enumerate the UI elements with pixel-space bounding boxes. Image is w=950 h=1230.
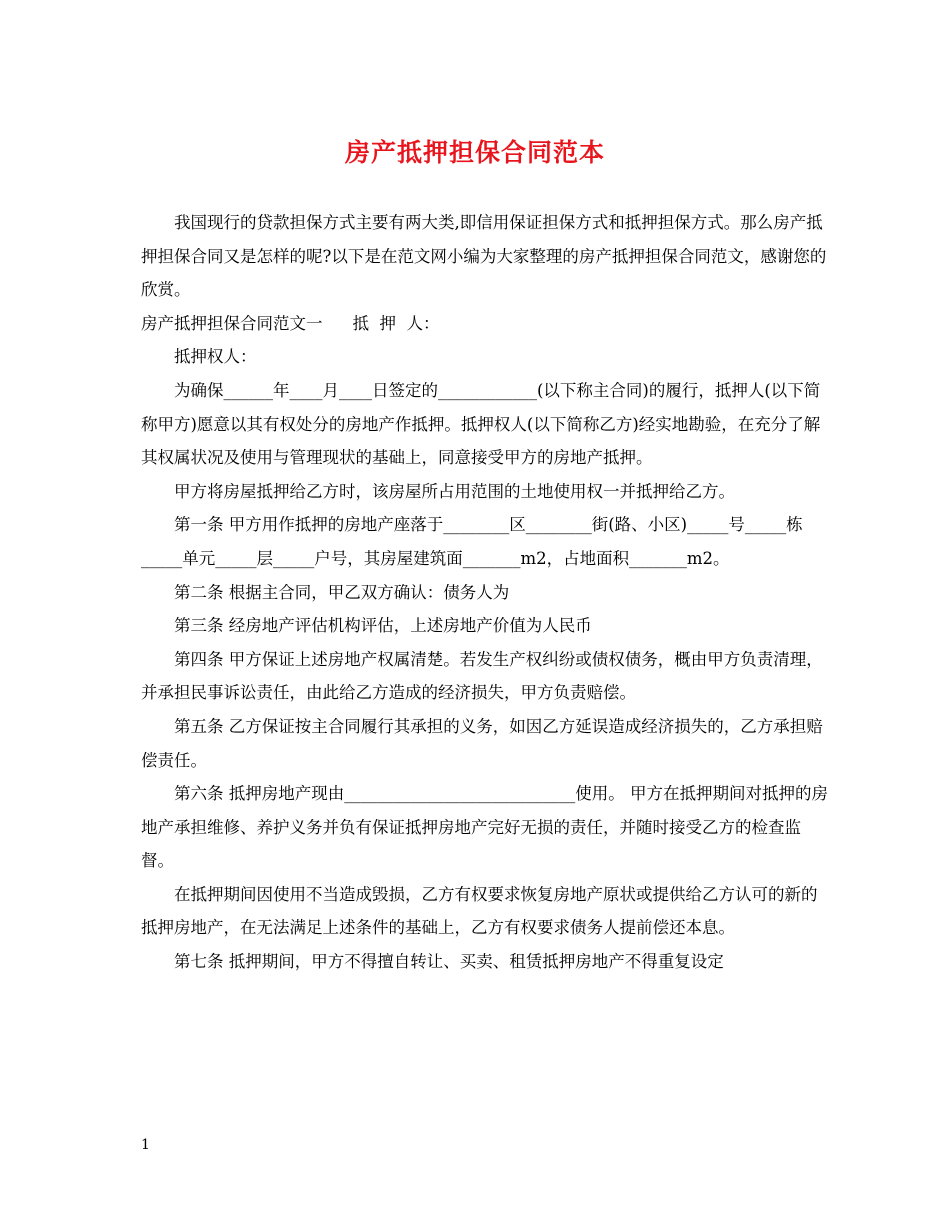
- paragraph: 在抵押期间因使用不当造成毁损，乙方有权要求恢复房地产原状或提供给乙方认可的新的抵押房地产，在无法满足上述条件的基础上，乙方有权要求债务人提前偿还本息。: [141, 884, 818, 938]
- page-number: 1: [141, 1137, 150, 1153]
- intro-paragraph: 我国现行的贷款担保方式主要有两大类,即信用保证担保方式和抵押担保方式。那么房产抵押担保合同又是怎样的呢?以下是在范文网小编为大家整理的房产抵押担保合同范文，感谢您的欣赏。: [141, 213, 827, 300]
- article-2: 第二条 根据主合同，甲乙双方确认：债务人为: [174, 582, 510, 602]
- document-body: [141, 206, 831, 979]
- article-4: 第四条 甲方保证上述房地产权属清楚。若发生产权纠纷或债权债务，概由甲方负责清理，并承担民事诉讼责任，由此给乙方造成的经济损失，甲方负责赔偿。: [141, 649, 823, 703]
- mortgagee-label: 抵押权人：: [174, 347, 257, 367]
- document-title: 房产抵押担保合同范本: [344, 138, 605, 167]
- paragraph: 为确保______年____月____日签定的____________(以下称主合同)的履行，抵押人(以下简称甲方)愿意以其有权处分的房地产作抵押。抵押权人(以下简称乙方)经实地勘验，在充分了解其权属状况及使用与管理现状的基础上，同意接受甲方的房地产抵押。: [141, 380, 821, 468]
- article-3: 第三条 经房地产评估机构评估，上述房地产价值为人民币: [174, 616, 592, 636]
- article-1: 第一条 甲方用作抵押的房地产座落于________区________街(路、小区)_____号_____栋_____单元_____层_____户号，其房屋建筑面_______m2，占地面积_______m2。: [141, 515, 803, 568]
- section-heading: 房产抵押担保合同范文一: [141, 313, 323, 333]
- section-heading-line: [141, 307, 831, 341]
- article-7: 第七条 抵押期间，甲方不得擅自转让、买卖、租赁抵押房地产不得重复设定: [174, 952, 724, 972]
- article-5: 第五条 乙方保证按主合同履行其承担的义务，如因乙方延误造成经济损失的，乙方承担赔偿责任。: [141, 716, 823, 770]
- mortgagor-label: 抵 押 人：: [352, 313, 440, 333]
- article-6: 第六条 抵押房地产现由____________________________使用。 甲方在抵押期间对抵押的房地产承担维修、养护义务并负有保证抵押房地产完好无损的责任，并随时接受乙方的检查监督。: [141, 784, 828, 871]
- paragraph: 甲方将房屋抵押给乙方时，该房屋所占用范围的土地使用权一并抵押给乙方。: [174, 481, 735, 501]
